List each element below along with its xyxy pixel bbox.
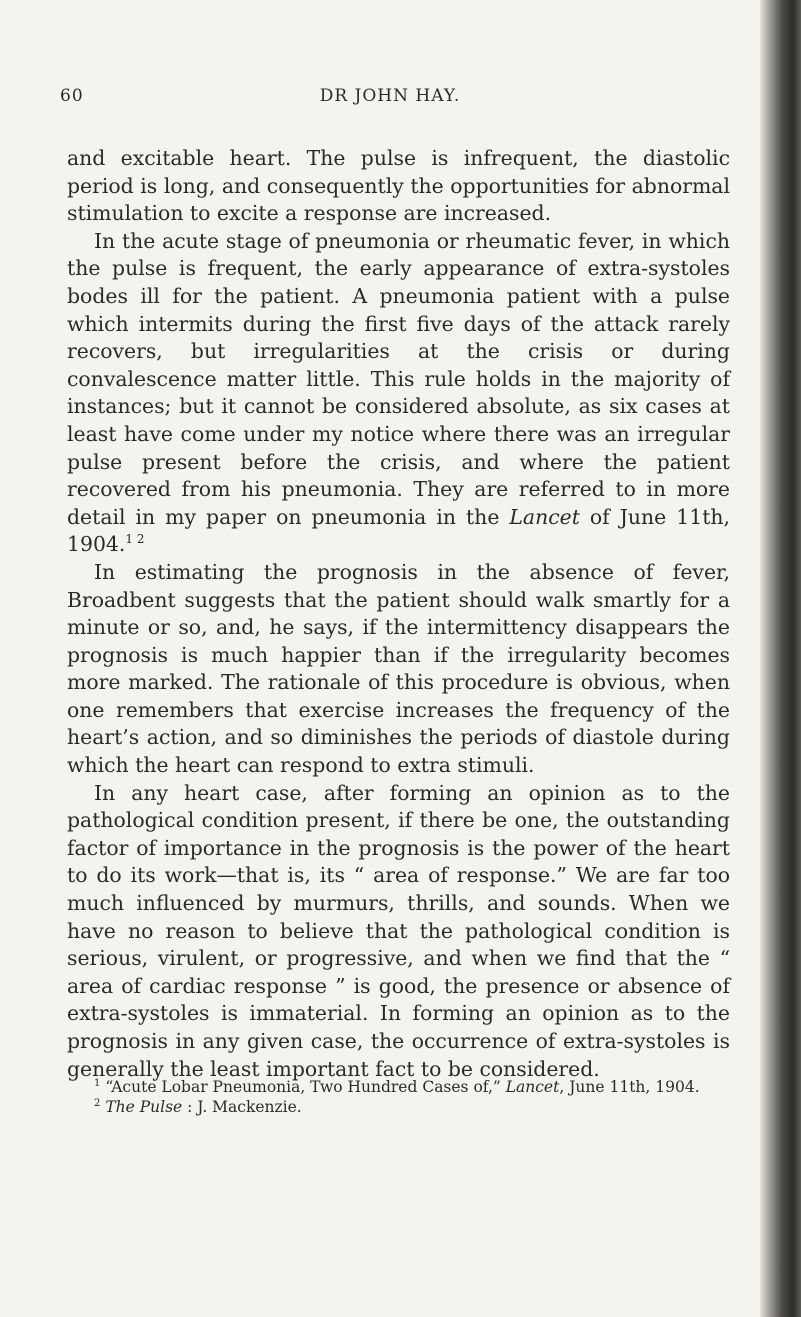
paragraph: In the acute stage of pneumonia or rheumatic fever, in which the pulse is frequent, the early appearance of extra-systoles bodes ill for the patient. A pneumonia patient with a pulse which intermits during the first five days of the attack rarely recovers, but irregularities at the crisis or during convalescence matter little. This rule holds in the majority of instances; but it cannot be considered absolute, as six cases at least have come under my notice where there was an irregular pulse present before the crisis, and where the patient recovered from his pneumonia. They are referred to in more detail in my paper on pneumonia in the Lancet of June 11th, 1904.$^{1 2}$	[67, 228, 730, 557]
footnote: $^2$ The Pulse : J. Mackenzie.	[94, 1097, 302, 1116]
footnotes	[67, 1077, 730, 1117]
paragraph: In any heart case, after forming an opinion as to the pathological condition present, if there be one, the outstanding factor of importance in the prognosis is the power of the heart to do its work—that is, its “ area of response.” We are far too much influenced by murmurs, thrills, and sounds. When we have no reason to believe that the pathological condition is serious, virulent, or progressive, and when we find that the “ area of cardiac response ” is good, the presence or absence of extra-systoles is immaterial. In forming an opinion as to the prognosis in any given case, the occurrence of extra-systoles is generally the least important fact to be considered.	[67, 780, 730, 1081]
running-title: DR JOHN HAY.	[319, 86, 461, 106]
paragraph: and excitable heart. The pulse is infrequent, the diastolic period is long, and consequently the opportunities for abnormal stimulation to excite a response are increased.	[67, 146, 730, 226]
footnote: $^1$ “Acute Lobar Pneumonia, Two Hundred Cases of,” Lancet, June 11th, 1904.	[94, 1077, 700, 1096]
page-edge	[760, 0, 801, 1317]
running-header	[60, 86, 720, 110]
paragraph: In estimating the prognosis in the absence of fever, Broadbent suggests that the patient should walk smartly for a minute or so, and, he says, if the intermittency disappears the prognosis is much happier than if the irregularity becomes more marked. The rationale of this procedure is obvious, when one remembers that exercise increases the frequency of the heart’s action, and so diminishes the periods of diastole during which the heart can respond to extra stimuli.	[67, 559, 730, 778]
page-number: 60	[60, 86, 84, 106]
footnote-ref: 1 2	[125, 532, 145, 547]
body-text	[67, 145, 730, 1083]
